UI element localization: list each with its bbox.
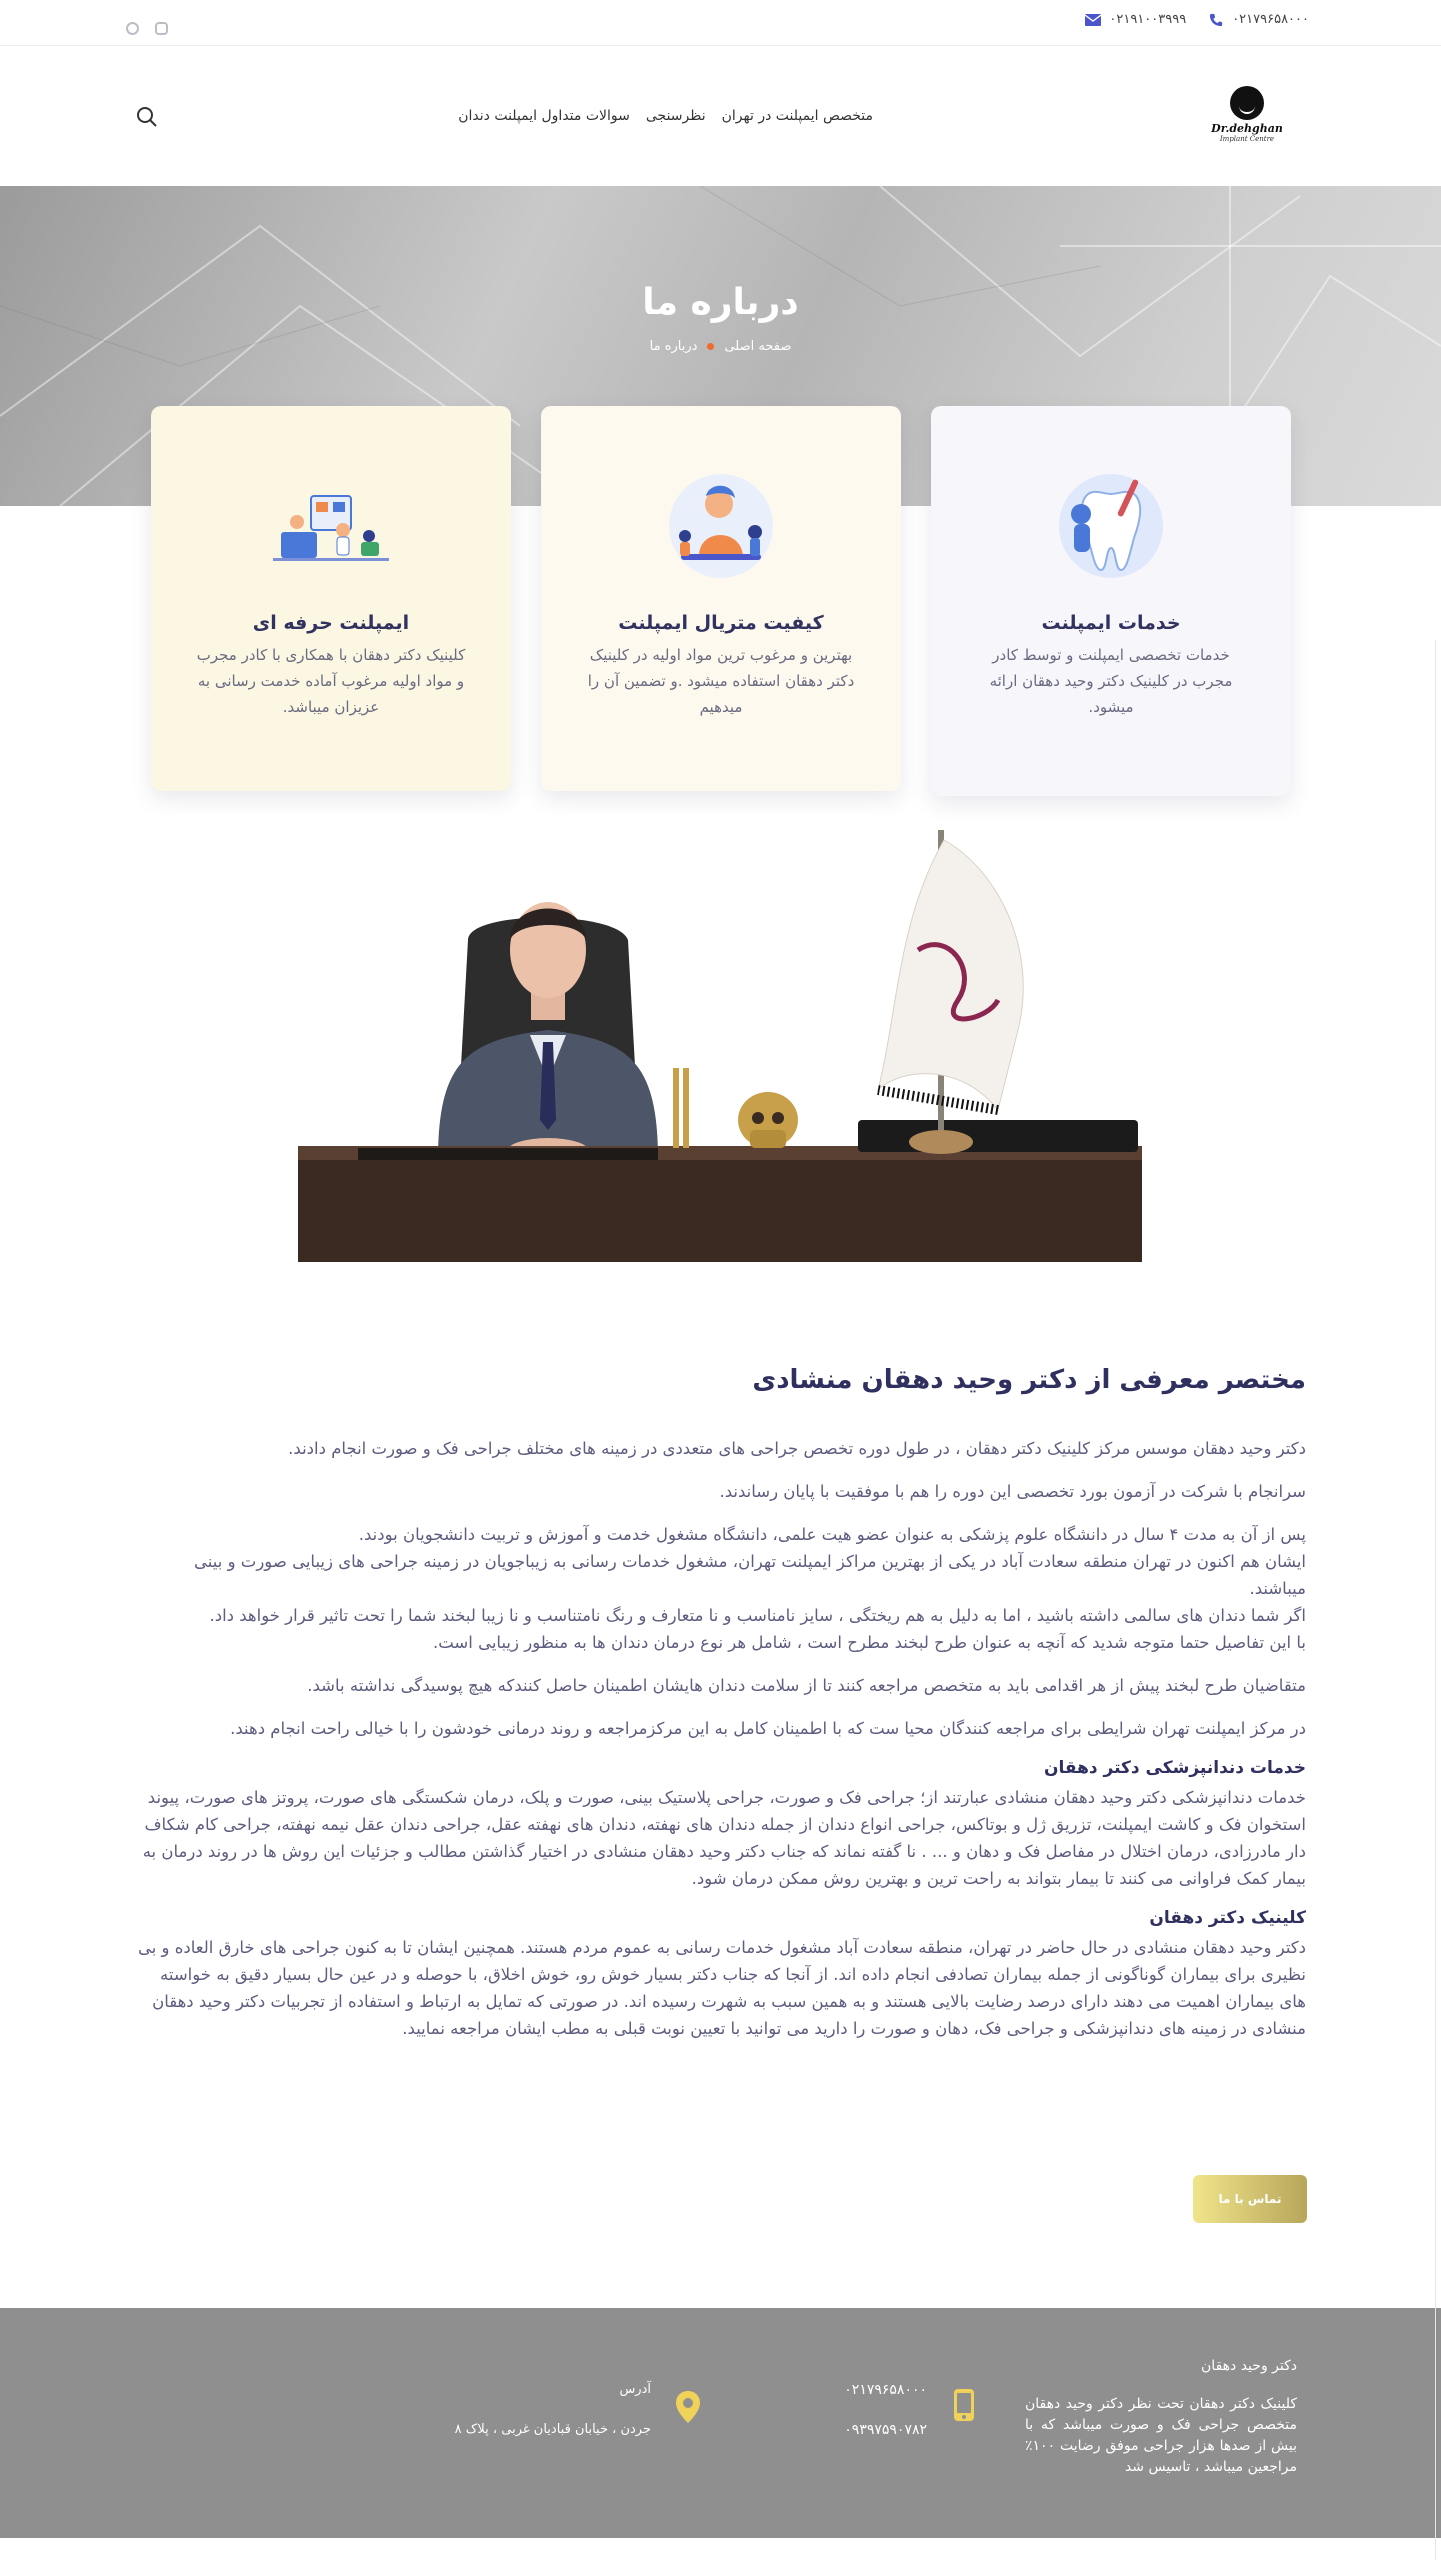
location-pin-icon [675,2390,701,2424]
article-paragraph: متقاضیان طرح لبخند پیش از هر اقدامی باید به متخصص مراجعه کنند تا از سلامت دندان هایشان اطمینان حاصل کنندکه هیچ پوسیدگی نداشته باشد. [307,1676,1306,1695]
envelope-icon [1085,13,1101,27]
article-paragraph: دکتر وحید دهقان موسس مرکز کلینیک دکتر دهقان ، در طول دوره تخصص جراحی های متعددی در زمینه های مختلف جراحی فک و صورت انجام دادند. [288,1439,1306,1458]
main-nav [458,108,873,124]
services-heading: خدمات دندانپزشکی دکتر دهقان [1043,1758,1306,1778]
doctor-office-illustration [298,830,1142,1262]
phone-icon [1208,13,1224,27]
nav-item-implant-specialist[interactable]: متخصص ایمپلنت در تهران [721,108,873,124]
top-contacts [1085,12,1309,27]
fax-number: ۰۲۱۹۱۰۰۳۹۹۹ [1109,12,1187,27]
footer-about [1025,2358,1297,2478]
article-paragraph: با این تفاصیل حتما متوجه شدید که آنچه به عنوان طرح لبخند مطرح است ، شامل هر نوع درمان دندان ها به منظور زیبایی است. [432,1633,1306,1652]
footer-address-value: جردن ، خیابان قبادیان غربی ، پلاک ۸ [454,2422,651,2437]
breadcrumb [0,339,1441,354]
article-paragraph: اگر شما دندان های سالمی داشته باشید ، اما به دلیل به هم ریختگی ، سایز نامناسب و نا متعارف و رنگ نامتناسب و نا زیبا لبخند شما را تحت تاثیر قرار خواهد داد. [209,1606,1306,1625]
article-paragraph: در مرکز ایمپلنت تهران شرایطی برای مراجعه کنندگان محیا ست که با اطمینان کامل به این مرکزمراجعه و روند درمانی خودشون را با خیالی راحت انجام دهند. [230,1719,1306,1738]
logo-title: Dr.dehghan [1211,122,1283,135]
feature-text: کلینیک دکتر دهقان با همکاری با کادر مجرب و مواد اولیه مرغوب آماده خدمت رسانی به عزیزان میباشد. [196,646,466,716]
nav-item-faq[interactable]: سوالات متداول ایمپلنت دندان [458,108,630,124]
article-paragraph: پس از آن به مدت ۴ سال در دانشگاه علوم پزشکی به عنوان عضو هیت علمی، دانشگاه مشغول خدمت و آموزش و تربیت دانشجویان بودند. [358,1525,1306,1544]
breadcrumb-separator-icon [707,343,714,350]
top-bar [0,0,1441,46]
telegram-icon[interactable] [126,22,139,35]
footer-phones [815,2382,975,2442]
phone-number: ۰۲۱۷۹۶۵۸۰۰۰ [1232,12,1309,27]
phone-contact[interactable] [1208,12,1309,27]
logo-subtitle: Implant Centre [1219,135,1275,143]
services-paragraph: خدمات دندانپزشکی دکتر وحید دهقان منشادی عبارتند از؛ جراحی فک و صورت، جراحی پلاستیک بینی، صورت و پلک، درمان شکستگی های صورت، پروتز های صورت، پیوند استخوان فک و کاشت ایمپلنت، تزریق ژل و بوتاکس، جراحی انواع دندان از جمله دندان های نهفته، دندان های نهفته عقل، جراحی دندان عقل نیمه نهفته، جراحی کام شکاف دار مادرزادی، درمان اختلال در مفاصل فک و دهان و ... . نا گفته نماند که جناب دکتر وحید دهقان منشادی در اختیار گذاشتن مطالب و جزئیات این روش ها در روند درمان به بیمار کمک فراوانی می کنند تا بیمار بتواند به راحت ترین و بهترین روش ممکن درمان شود. [142,1788,1306,1888]
clinic-heading: کلینیک دکتر دهقان [1149,1908,1306,1928]
breadcrumb-home[interactable]: صفحه اصلی [724,339,792,354]
feature-text: بهترین و مرغوب ترین مواد اولیه در کلینیک دکتر دهقان استفاده میشود .و تضمین آن را میدهیم [587,646,855,716]
social-links [126,22,168,35]
nav-item-survey[interactable]: نظرسنجی [645,108,706,124]
footer-address-label: آدرس [619,2382,651,2397]
site-footer [0,2308,1441,2538]
tooth-care-icon [1041,466,1181,586]
about-article [136,1365,1306,2042]
footer-phone-2[interactable]: ۰۹۳۹۷۵۹۰۷۸۲ [844,2422,927,2438]
breadcrumb-current: درباره ما [649,339,698,354]
doctor-photo [298,830,1142,1262]
page-title: درباره ما [642,282,799,323]
site-header [0,46,1441,186]
footer-address [441,2382,701,2442]
article-title: مختصر معرفی از دکتر وحید دهقان منشادی [752,1365,1306,1395]
feature-title: ایمپلنت حرفه ای [252,612,410,634]
search-icon[interactable] [136,106,158,128]
fax-contact[interactable] [1085,12,1186,27]
logo-mark-icon [1230,86,1264,120]
footer-phone-1[interactable]: ۰۲۱۷۹۶۵۸۰۰۰ [844,2382,927,2398]
contact-us-button[interactable]: تماس با ما [1193,2175,1307,2223]
feature-title: خدمات ایمپلنت [1041,612,1181,634]
feature-text: خدمات تخصصی ایمپلنت و توسط کادر مجرب در کلینیک دکتر وحید دهقان ارائه میشود. [989,646,1233,716]
footer-about-text: کلینیک دکتر دهقان تحت نظر دکتر وحید دهقان متخصص جراحی فک و صورت میباشد که با بیش از صدها هزار جراحی موفق رضایت ۱۰۰٪ مراجعین میباشد ، تاسیس شد [1025,2396,1297,2475]
mobile-phone-icon [953,2388,975,2422]
page-scrollbar[interactable] [1435,640,1441,2560]
feature-title: کیفیت متریال ایمپلنت [618,612,824,634]
feature-card-implant-services [931,406,1291,796]
clinic-paragraph: دکتر وحید دهقان منشادی در حال حاضر در تهران، منطقه سعادت آباد مشغول خدمات رسانی به عموم مردم هستند. همچنین ایشان تا به کنون جراحی های خارق العاده و بی نظیری برای بیماران گوناگونی از جمله بیماران تصادفی انجام داده اند. از آنجا که جناب دکتر بسیار خوش رو، خوش اخلاق، با حوصله و در عین حال بسیار دقیق به خواسته های بیماران اهمیت می دهند دارای درصد رضایت بالایی هستند و به همین سبب به شهرت رسیده اند. در صورتی که تمایل به ارتباط و استفاده از تجربیات دکتر وحید دهقان منشادی در زمینه های دندانپزشکی و جراحی فک، دهان و صورت را دارید می توانید با تعیین نوبت قبلی به مطب ایشان مراجعه نمایید. [137,1938,1306,2038]
footer-about-title: دکتر وحید دهقان [1201,2358,1297,2374]
feature-card-professional-implant [151,406,511,791]
clinic-reception-icon [261,466,401,586]
article-paragraph: سرانجام با شرکت در آزمون بورد تخصصی این دوره را هم با موفقیت با پایان رساندند. [719,1482,1306,1501]
feature-card-material-quality [541,406,901,791]
site-logo[interactable] [1205,86,1289,150]
instagram-icon[interactable] [155,22,168,35]
article-paragraph: ایشان هم اکنون در تهران منطقه سعادت آباد در یکی از بهترین مراکز ایمپلنت تهران، مشغول خدمات رسانی به زیباجویان در زمینه جراحی های زیبایی صورت و بینی میباشند. [194,1552,1306,1598]
dentist-patient-icon [651,466,791,586]
